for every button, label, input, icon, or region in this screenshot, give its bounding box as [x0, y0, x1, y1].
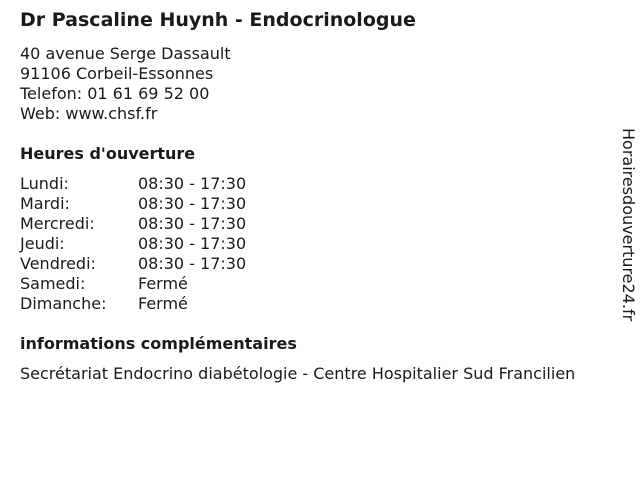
day-label: Mardi:	[20, 194, 70, 213]
hours-row-sunday	[20, 294, 246, 314]
time-value: 08:30 - 17:30	[138, 254, 247, 273]
address-block	[20, 44, 231, 124]
hours-row-friday	[20, 254, 246, 274]
day-label: Samedi:	[20, 274, 86, 293]
time-value: 08:30 - 17:30	[138, 234, 247, 253]
time-value: 08:30 - 17:30	[138, 214, 247, 233]
site-watermark: Horairesdouverture24.fr	[619, 128, 638, 322]
time-value: 08:30 - 17:30	[138, 174, 247, 193]
opening-hours-table	[20, 174, 246, 314]
day-label: Mercredi:	[20, 214, 95, 233]
day-label: Vendredi:	[20, 254, 96, 273]
hours-heading: Heures d'ouverture	[20, 144, 196, 163]
phone-number: Telefon: 01 61 69 52 00	[20, 84, 210, 103]
hours-row-wednesday	[20, 214, 246, 234]
time-value: 08:30 - 17:30	[138, 194, 247, 213]
day-label: Lundi:	[20, 174, 69, 193]
hours-row-thursday	[20, 234, 246, 254]
hours-row-tuesday	[20, 194, 246, 214]
hours-row-saturday	[20, 274, 246, 294]
page-title: Dr Pascaline Huynh - Endocrinologue	[20, 9, 416, 31]
time-value: Fermé	[138, 274, 188, 293]
street-address: 40 avenue Serge Dassault	[20, 44, 231, 63]
time-value: Fermé	[138, 294, 188, 313]
website: Web: www.chsf.fr	[20, 104, 158, 123]
city-address: 91106 Corbeil-Essonnes	[20, 64, 214, 83]
info-heading: informations complémentaires	[20, 334, 297, 353]
info-text: Secrétariat Endocrino diabétologie - Centre Hospitalier Sud Francilien	[20, 364, 576, 383]
hours-row-monday	[20, 174, 246, 194]
day-label: Dimanche:	[20, 294, 107, 313]
day-label: Jeudi:	[20, 234, 65, 253]
